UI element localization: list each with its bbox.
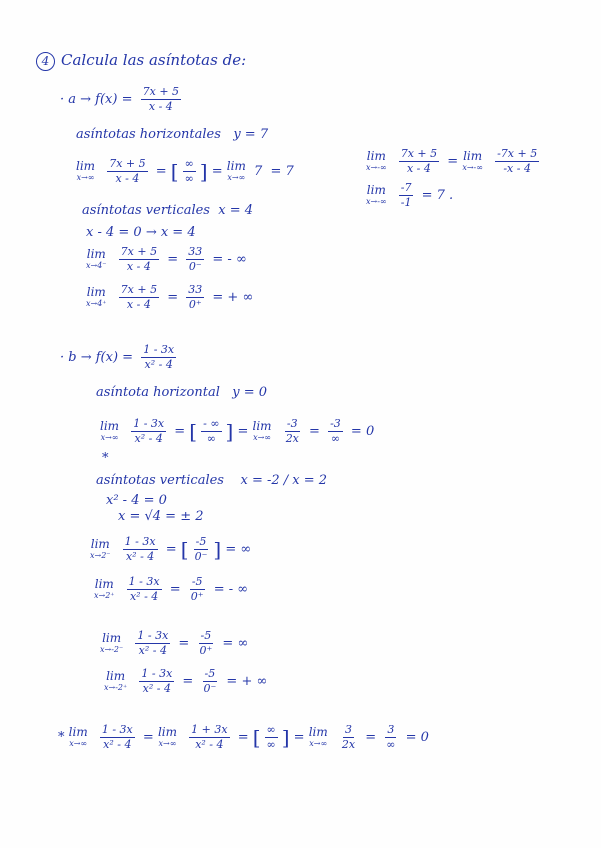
fraction-numerator: -7 (400, 181, 412, 194)
fraction-numerator: 1 + 3x (191, 723, 228, 736)
equation-text: x = √4 = ± 2 (118, 509, 204, 524)
star-mark: * (102, 451, 109, 466)
fraction-numerator: 1 - 3x (133, 417, 165, 430)
fraction-numerator: 33 (188, 283, 203, 296)
lim-text: lim (86, 284, 106, 299)
lim-text: lim (76, 158, 96, 173)
fraction (186, 284, 204, 311)
lim-text: lim (252, 418, 272, 433)
fraction (284, 418, 301, 445)
fraction-denominator: x² - 4 (134, 432, 163, 445)
lim-subscript: x→2⁺ (94, 590, 115, 600)
lim-subscript: x→∞ (76, 172, 95, 182)
fraction (399, 148, 439, 175)
indeterminate-fraction (183, 158, 196, 185)
lim-text: lim (157, 724, 177, 739)
lim-subscript: x→-∞ (462, 162, 483, 172)
fraction (127, 576, 162, 603)
fraction-denominator: 2x (285, 432, 299, 445)
fraction (189, 724, 229, 751)
fraction-numerator: -3 (330, 417, 341, 430)
heading-value: x = -2 / x = 2 (240, 473, 328, 488)
heading-text: asíntotas horizontales (76, 127, 221, 142)
fraction-denominator: x² - 4 (129, 590, 159, 603)
limit-operator (86, 284, 107, 309)
fraction-numerator: 1 - 3x (143, 343, 175, 356)
lim-text: lim (366, 148, 386, 163)
indeterminate-fraction (265, 724, 278, 751)
fraction-denominator: -x - 4 (503, 162, 531, 175)
fraction (119, 284, 159, 311)
lim-subscript: x→-2⁻ (100, 644, 124, 654)
fraction-denominator: x² - 4 (142, 682, 171, 695)
fraction (189, 576, 206, 603)
limit-operator (157, 724, 177, 749)
limit-operator (226, 158, 246, 183)
fraction (107, 158, 147, 185)
fraction-numerator: -3 (286, 417, 298, 430)
close-bracket: ] (281, 725, 290, 750)
open-bracket: [ (252, 725, 261, 750)
lim-subscript: x→4⁺ (86, 298, 107, 308)
fraction-numerator: 7x + 5 (400, 147, 438, 160)
limit-result: = 0 (350, 424, 375, 439)
fraction-denominator: 0⁻ (194, 550, 208, 563)
heading-text: asíntotas verticales (82, 203, 210, 218)
fraction-denominator: 0⁻ (188, 260, 202, 273)
limit-result: = 7 (270, 164, 294, 179)
lim-text: lim (106, 668, 126, 683)
part-a-vertical-heading (82, 204, 253, 218)
fraction (201, 668, 218, 695)
lim-subscript: x→-∞ (366, 196, 387, 206)
exercise-number: 4 (36, 52, 55, 71)
fraction-denominator: 2x (341, 738, 356, 751)
fraction (131, 418, 166, 445)
open-bracket: [ (189, 419, 198, 444)
lim-text: lim (68, 724, 88, 739)
lim-subscript: x→∞ (227, 172, 246, 182)
part-a-minus-infinity-result (366, 182, 453, 209)
indeterminate-fraction (201, 418, 221, 445)
fraction-denominator: 0⁺ (190, 590, 204, 603)
fraction (197, 630, 214, 657)
limit-result: = 7 . (421, 188, 454, 203)
lim-subscript: x→∞ (309, 738, 328, 748)
open-bracket: [ (180, 537, 189, 562)
lim-text: lim (90, 536, 110, 551)
lim-subscript: x→2⁻ (90, 550, 111, 560)
limit-operator (68, 724, 88, 749)
part-b-label: · b → f(x) = (60, 350, 134, 365)
part-a-horizontal-heading (76, 128, 268, 142)
fraction-numerator: 7x + 5 (142, 85, 180, 98)
limit-result: = 0 (405, 730, 429, 745)
lim-text: lim (102, 630, 122, 645)
lim-text: lim (100, 418, 120, 433)
lim-text: lim (308, 724, 328, 739)
fraction-denominator: ∞ (266, 738, 276, 751)
fraction-denominator: x - 4 (115, 172, 140, 185)
exercise-header (36, 52, 246, 71)
part-b-function (60, 344, 180, 371)
fraction-denominator: ∞ (206, 432, 216, 445)
fraction (139, 668, 174, 695)
fraction-numerator: 1 - 3x (137, 629, 169, 642)
limit-result: = + ∞ (212, 290, 254, 305)
limit-value: 7 (253, 164, 263, 179)
part-a-label: · a → f(x) = (60, 92, 133, 107)
heading-text: asíntotas verticales (96, 473, 224, 488)
fraction-denominator: x² - 4 (195, 738, 224, 751)
limit-operator (462, 148, 483, 173)
part-a-function (60, 86, 185, 113)
equation-text: x - 4 = 0 → x = 4 (86, 225, 196, 240)
limit-result: = ∞ (225, 542, 252, 557)
limit-result: = ∞ (222, 636, 249, 651)
fraction-denominator: x - 4 (126, 260, 151, 273)
lim-text: lim (226, 158, 246, 173)
lim-subscript: x→-2⁺ (104, 682, 128, 692)
star-mark: * (58, 730, 65, 745)
limit-result: = + ∞ (226, 674, 268, 689)
fraction (399, 182, 414, 209)
part-a-horizontal-limit: lim x→∞ $\frac{7x + 5}{x - 4}$ = [ $\frac{\infty}{\infty}$ ] = lim x→∞ 7 = 7 (76, 157, 294, 185)
lim-subscript: x→∞ (69, 738, 88, 748)
lim-subscript: x→-∞ (366, 162, 387, 172)
limit-operator (94, 576, 115, 601)
limit-operator (86, 246, 107, 271)
fraction-denominator: x - 4 (406, 162, 431, 175)
heading-value: y = 0 (232, 385, 268, 400)
limit-operator (104, 668, 128, 693)
fraction-denominator: x² - 4 (144, 358, 173, 371)
fraction (100, 724, 135, 751)
part-b-limit-2-minus: lim x→2⁻ $\frac{1 - 3x}{\text{x² - 4}}$ = [ $\frac{-5}{0^-}$ ] = ∞ (90, 535, 252, 563)
fraction-numerator: 33 (188, 245, 203, 258)
fraction (384, 724, 397, 751)
part-a-vertical-equation (86, 226, 196, 240)
fraction-numerator: 1 - 3x (101, 723, 133, 736)
fraction-denominator: ∞ (184, 172, 194, 185)
part-b-vertical-heading (96, 474, 327, 488)
lim-subscript: x→4⁻ (86, 260, 107, 270)
heading-value: y = 7 (233, 127, 269, 142)
part-b-limit-neg2-plus: lim x→-2⁺ $\frac{1 - 3x}{\text{x² - 4}}$ = $\frac{-5}{0^-}$ = + ∞ (104, 667, 268, 695)
limit-result: = - ∞ (212, 252, 247, 267)
limit-operator (252, 418, 272, 443)
limit-operator (366, 182, 387, 207)
part-a-vertical-limit-left: lim x→4⁻ $\frac{7x + 5}{x - 4}$ = $\frac{33}{0^-}$ = - ∞ (86, 245, 247, 273)
fraction (119, 246, 159, 273)
part-b-limit-2-plus: lim x→2⁺ $\frac{1 - 3x}{\text{x² - 4}}$ = $\frac{-5}{0^+}$ = - ∞ (94, 575, 249, 603)
fraction-denominator: -1 (400, 196, 412, 209)
fraction-denominator: ∞ (330, 432, 340, 445)
heading-text: asíntota horizontal (96, 385, 220, 400)
lim-text: lim (366, 182, 386, 197)
fraction-numerator: -5 (200, 629, 212, 642)
equation-text: x² - 4 = 0 (106, 493, 167, 508)
lim-subscript: x→∞ (158, 738, 177, 748)
fraction-denominator: x² - 4 (125, 550, 155, 563)
lim-text: lim (463, 148, 483, 163)
fraction-denominator: 0⁻ (203, 682, 217, 695)
limit-operator (90, 536, 111, 561)
lim-subscript: x→∞ (253, 432, 271, 442)
fraction-numerator: -5 (195, 535, 207, 548)
fraction-numerator: 1 - 3x (124, 535, 156, 548)
limit-operator (76, 158, 96, 183)
limit-operator (308, 724, 328, 749)
part-b-vertical-equation-2 (118, 510, 204, 524)
fraction-denominator: ∞ (386, 738, 396, 751)
fraction (123, 536, 158, 563)
fraction-numerator: -5 (204, 667, 216, 680)
fraction-numerator: ∞ (266, 723, 276, 736)
heading-value: x = 4 (218, 203, 253, 218)
part-b-horizontal-limit: lim x→∞ $\frac{1 - 3x}{\text{x² - 4}}$ = [ $\frac{- \infty}{\infty}$ ] = lim x→∞ $\frac{-3}{2x}$ = $\frac{-3}{\infty}$ = 0 (100, 417, 375, 445)
fraction-numerator: 7x + 5 (120, 245, 158, 258)
fraction-numerator: -7x + 5 (497, 147, 538, 160)
fraction (340, 724, 357, 751)
fraction-denominator: x² - 4 (103, 738, 132, 751)
exercise-title: Calcula las asíntotas de: (61, 51, 247, 69)
fraction-denominator: x² - 4 (138, 644, 167, 657)
part-b-limit-neg2-minus: lim x→-2⁻ $\frac{1 - 3x}{\text{x² - 4}}$ = $\frac{-5}{0^+}$ = ∞ (100, 629, 249, 657)
fraction-numerator: 3 (345, 723, 352, 736)
fraction-numerator: 1 - 3x (128, 575, 160, 588)
limit-operator (100, 418, 120, 443)
part-b-horizontal-heading (96, 386, 267, 400)
part-a-minus-infinity-limit: lim x→-∞ $\frac{7x + 5}{x - 4}$ = lim x→-∞ $\frac{-7x + 5}{-x - 4}$ (366, 147, 538, 175)
fraction-numerator: - ∞ (203, 417, 220, 430)
lim-subscript: x→∞ (100, 432, 119, 442)
fraction (186, 246, 204, 273)
lim-text: lim (86, 246, 106, 261)
fraction-numerator: 7x + 5 (109, 157, 146, 170)
fraction (193, 536, 210, 563)
fraction (135, 630, 170, 657)
open-bracket: [ (170, 159, 179, 184)
fraction-denominator: 0⁺ (188, 298, 202, 311)
part-b-fraction (141, 344, 176, 371)
fraction-denominator: x - 4 (126, 298, 151, 311)
close-bracket: ] (213, 537, 222, 562)
limit-operator (100, 630, 124, 655)
fraction-denominator: x - 4 (148, 100, 173, 113)
fraction (495, 148, 539, 175)
fraction-denominator: 0⁺ (199, 644, 213, 657)
part-b-vertical-equation-1 (106, 494, 167, 508)
fraction-numerator: -5 (191, 575, 203, 588)
part-a-vertical-limit-right: lim x→4⁺ $\frac{7x + 5}{x - 4}$ = $\frac{33}{0^+}$ = + ∞ (86, 283, 254, 311)
fraction-numerator: ∞ (184, 157, 194, 170)
close-bracket: ] (225, 419, 234, 444)
part-a-fraction (141, 86, 181, 113)
fraction-numerator: 1 - 3x (141, 667, 173, 680)
limit-result: = - ∞ (213, 582, 249, 597)
close-bracket: ] (199, 159, 208, 184)
footnote-limit: * lim x→∞ $\frac{1 - 3x}{\text{x² - 4}}$ = lim x→∞ $\frac{1 + 3x}{\text{x² - 4}}$ = [ $\frac{\infty}{\infty}$ ] = lim x→∞ $\frac{3}{2x}$ = $\frac{3}{\infty}$ = 0 (58, 723, 429, 751)
fraction (328, 418, 343, 445)
limit-operator (366, 148, 387, 173)
fraction-numerator: 7x + 5 (120, 283, 158, 296)
fraction-numerator: 3 (387, 723, 395, 736)
lim-text: lim (94, 576, 114, 591)
